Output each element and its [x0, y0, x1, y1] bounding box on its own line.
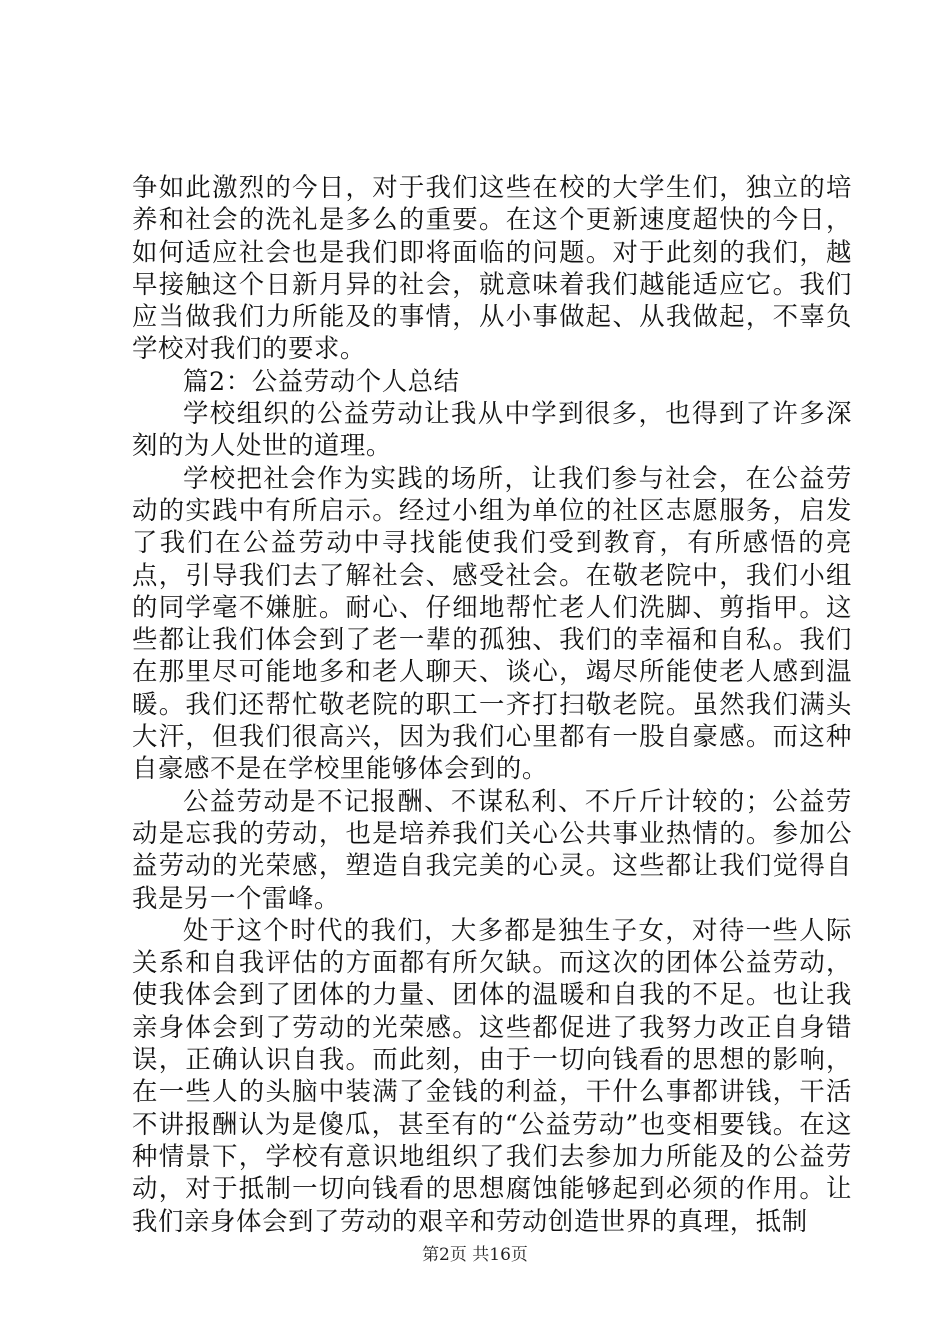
page-footer — [0, 1244, 950, 1266]
paragraph-continuation: 争如此激烈的今日，对于我们这些在校的大学生们，独立的培养和社会的洗礼是多么的重要。在这个更新速度超快的今日，如何适应社会也是我们即将面临的问题。对于此刻的我们，越早接触这个日新月异的社会，就意味着我们越能适应它。我们应当做我们力所能及的事情，从小事做起、从我做起，不辜负学校对我们的要求。 — [132, 172, 852, 364]
document-body — [132, 171, 852, 1237]
section-heading: 篇2：公益劳动个人总结 — [183, 365, 460, 396]
paragraph: 学校组织的公益劳动让我从中学到很多，也得到了许多深刻的为人处世的道理。 — [132, 398, 852, 461]
paragraph: 学校把社会作为实践的场所，让我们参与社会，在公益劳动的实践中有所启示。经过小组为单位的社区志愿服务，启发了我们在公益劳动中寻找能使我们受到教育，有所感悟的亮点，引导我们去了解社会、感受社会。在敬老院中，我们小组的同学毫不嫌脏。耐心、仔细地帮忙老人们洗脚、剪指甲。这些都让我们体会到了老一辈的孤独、我们的幸福和自私。我们在那里尽可能地多和老人聊天、谈心，竭尽所能使老人感到温暖。我们还帮忙敬老院的职工一齐打扫敬老院。虽然我们满头大汗，但我们很高兴，因为我们心里都有一股自豪感。而这种自豪感不是在学校里能够体会到的。 — [132, 462, 852, 784]
paragraph: 处于这个时代的我们，大多都是独生子女，对待一些人际关系和自我评估的方面都有所欠缺。而这次的团体公益劳动，使我体会到了团体的力量、团体的温暖和自我的不足。也让我亲身体会到了劳动的光荣感。这些都促进了我努力改正自身错误，正确认识自我。而此刻，由于一切向钱看的思想的影响，在一些人的头脑中装满了金钱的利益，干什么事都讲钱，干活不讲报酬认为是傻瓜，甚至有的“公益劳动”也变相要钱。在这种情景下，学校有意识地组织了我们去参加力所能及的公益劳动，对于抵制一切向钱看的思想腐蚀能够起到必须的作用。让我们亲身体会到了劳动的艰辛和劳动创造世界的真理，抵制 — [132, 914, 852, 1236]
paragraph: 公益劳动是不记报酬、不谋私利、不斤斤计较的；公益劳动是忘我的劳动，也是培养我们关心公共事业热情的。参加公益劳动的光荣感，塑造自我完美的心灵。这些都让我们觉得自我是另一个雷峰。 — [132, 785, 852, 913]
page-number-label: 第2页 共16页 — [422, 1245, 528, 1265]
